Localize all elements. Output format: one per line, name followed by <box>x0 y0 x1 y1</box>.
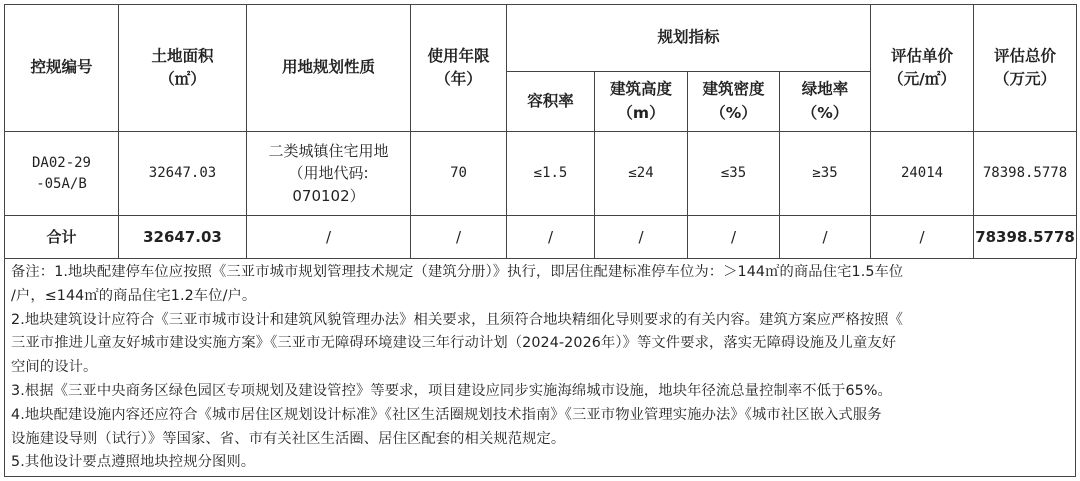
remark-line: /户，≤144㎡的商品住宅1.2车位/户。 <box>11 287 257 304</box>
remark-line: 2.地块建筑设计应符合《三亚市城市设计和建筑风貌管理办法》相关要求，且须符合地块精细化导则要求的有关内容。建筑方案应严格按照《 <box>11 311 904 328</box>
remark-line: 3.根据《三亚中央商务区绿色园区专项规划及建设管控》等要求，项目建设应同步实施海绵城市设施，地块年径流总量控制率不低于65%。 <box>11 382 892 399</box>
remark-line: 空间的设计。 <box>11 359 98 376</box>
total-green: / <box>780 216 871 259</box>
remarks-block <box>4 258 1076 477</box>
total-density: / <box>688 216 780 259</box>
total-use: / <box>247 216 411 259</box>
cell-years: 70 <box>411 132 507 216</box>
header-green: 绿地率 （%） <box>780 72 871 132</box>
header-years: 使用年限 （年） <box>411 5 507 132</box>
parcel-table <box>4 4 1077 259</box>
header-height: 建筑高度 （m） <box>595 72 688 132</box>
total-years: / <box>411 216 507 259</box>
header-far: 容积率 <box>507 72 595 132</box>
total-total-price: 78398.5778 <box>974 216 1077 259</box>
header-total-price: 评估总价 （万元） <box>974 5 1077 132</box>
cell-far: ≤1.5 <box>507 132 595 216</box>
cell-total-price: 78398.5778 <box>974 132 1077 216</box>
remark-line: 备注：1.地块配建停车位应按照《三亚市城市规划管理技术规定（建筑分册）》执行，即居住配建标准停车位为：＞144㎡的商品住宅1.5车位 <box>11 264 904 280</box>
cell-code: DA02-29 -05A/B <box>5 132 119 216</box>
cell-green: ≥35 <box>780 132 871 216</box>
cell-unit-price: 24014 <box>871 132 974 216</box>
cell-density: ≤35 <box>688 132 780 216</box>
table-row <box>5 132 1077 216</box>
remark-line: 三亚市推进儿童友好城市建设实施方案》《三亚市无障碍环境建设三年行动计划（2024-2026年）》等文件要求，落实无障碍设施及儿童友好 <box>11 335 897 352</box>
total-unit-price: / <box>871 216 974 259</box>
remark-line: 5.其他设计要点遵照地块控规分图则。 <box>11 454 256 471</box>
total-height: / <box>595 216 688 259</box>
cell-use: 二类城镇住宅用地 （用地代码: 070102） <box>247 132 411 216</box>
remark-line: 设施建设导则（试行）》等国家、省、市有关社区生活圈、居住区配套的相关规范规定。 <box>11 430 566 447</box>
header-area: 土地面积 （㎡） <box>119 5 247 132</box>
total-far: / <box>507 216 595 259</box>
total-row <box>5 216 1077 259</box>
header-unit-price: 评估单价 （元/㎡） <box>871 5 974 132</box>
header-code: 控规编号 <box>5 5 119 132</box>
cell-height: ≤24 <box>595 132 688 216</box>
header-use: 用地规划性质 <box>247 5 411 132</box>
header-indicators: 规划指标 <box>507 5 871 72</box>
total-label: 合计 <box>5 216 119 259</box>
cell-area: 32647.03 <box>119 132 247 216</box>
total-area: 32647.03 <box>119 216 247 259</box>
header-density: 建筑密度 （%） <box>688 72 780 132</box>
remark-line: 4.地块配建设施内容还应符合《城市居住区规划设计标准》《社区生活圈规划技术指南》《三亚市物业管理实施办法》《城市社区嵌入式服务 <box>11 406 882 423</box>
header-row-1 <box>5 5 1077 72</box>
